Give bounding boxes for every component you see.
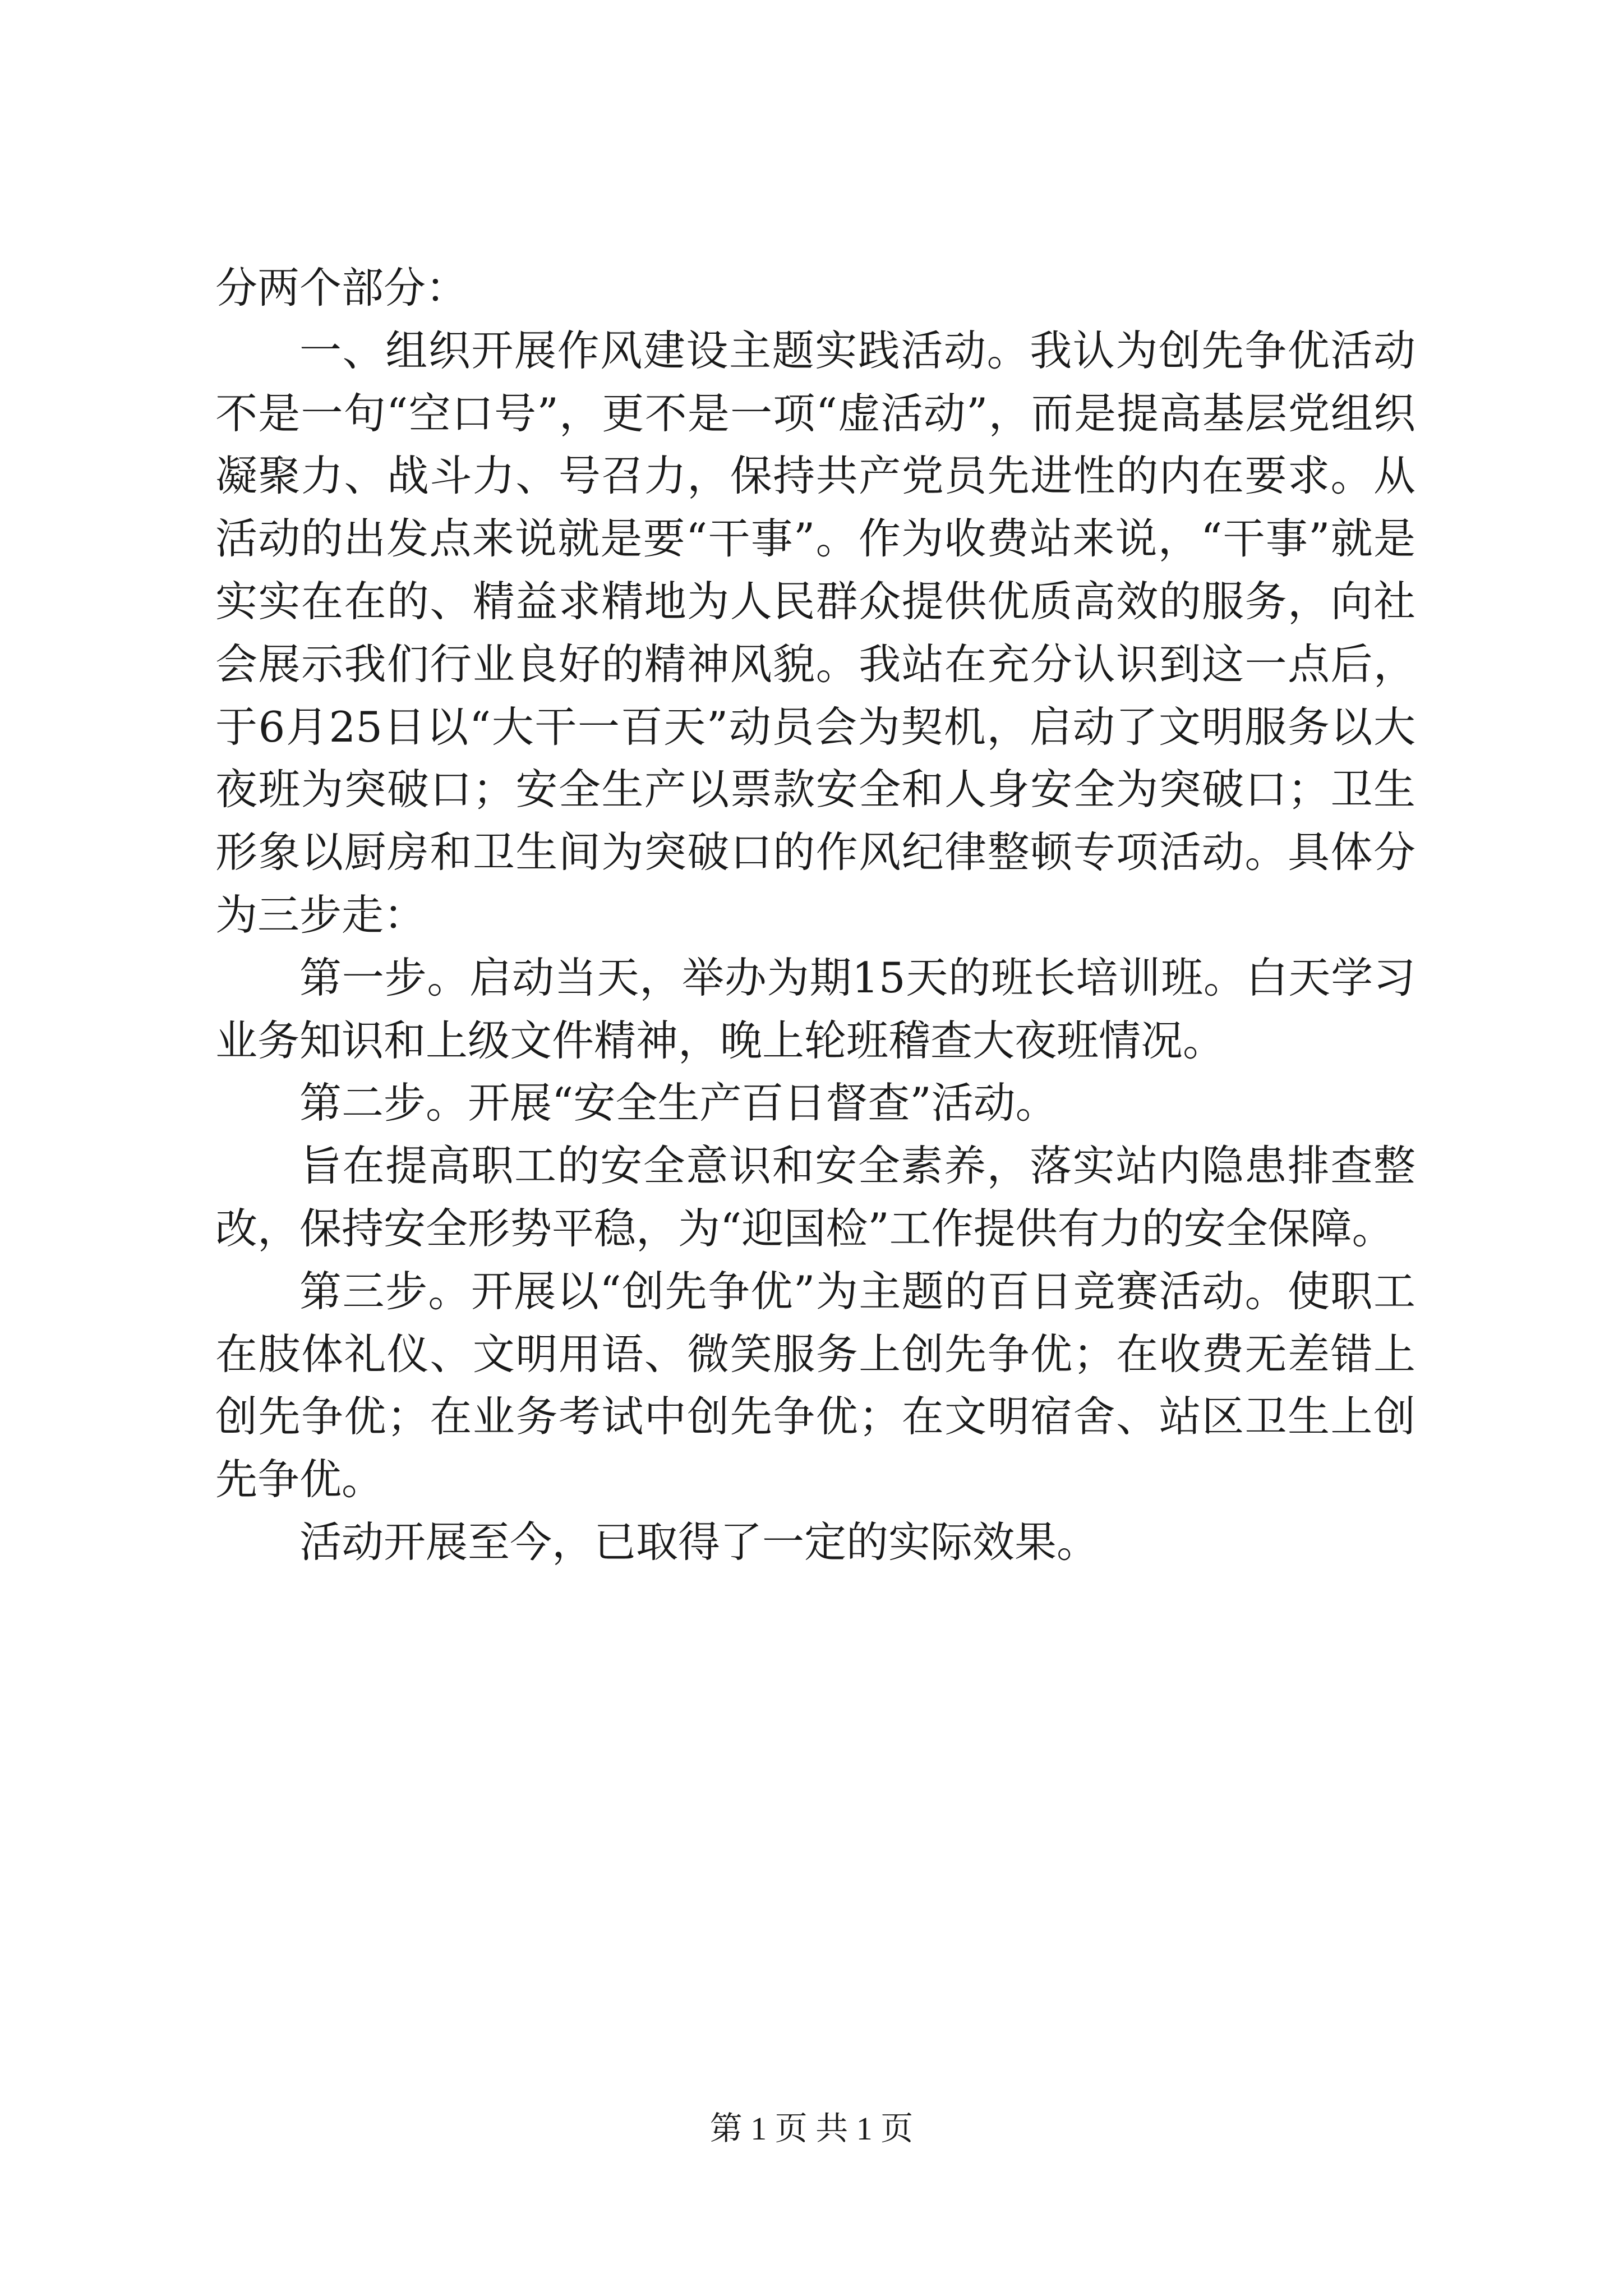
paragraph-section-one: 一、组织开展作风建设主题实践活动。我认为创先争优活动不是一句“空口号”，更不是一项“虚活动”，而是提高基层党组织凝聚力、战斗力、号召力，保持共产党员先进性的内在要求。从活动的出发点来说就是要“干事”。作为收费站来说，“干事”就是实实在在的、精益求精地为人民群众提供优质高效的服务，向社会展示我们行业良好的精神风貌。我站在充分认识到这一点后，于6月25日以“大干一百天”动员会为契机，启动了文明服务以大夜班为突破口；安全生产以票款安全和人身安全为突破口；卫生形象以厨房和卫生间为突破口的作风纪律整顿专项活动。具体分为三步走： xyxy=(215,325,1415,940)
paragraph-step-two: 第二步。开展“安全生产百日督查”活动。 xyxy=(299,1078,1058,1128)
paragraph-step-three: 第三步。开展以“创先争优”为主题的百日竞赛活动。使职工在肢体礼仪、文明用语、微笑服务上创先争优；在收费无差错上创先争优；在业务考试中创先争优；在文明宿舍、站区卫生上创先争优。 xyxy=(215,1266,1415,1504)
paragraph-step-two-detail: 旨在提高职工的安全意识和安全素养，落实站内隐患排查整改，保持安全形势平稳，为“迎国检”工作提供有力的安全保障。 xyxy=(215,1141,1415,1253)
document-body xyxy=(215,257,1415,1574)
paragraph-conclusion: 活动开展至今，已取得了一定的实际效果。 xyxy=(299,1517,1099,1567)
paragraph-intro: 分两个部分： xyxy=(215,263,468,312)
page-number-label: 第 1 页 共 1 页 xyxy=(709,2110,914,2147)
page-footer xyxy=(0,2109,1623,2148)
paragraph-step-one: 第一步。启动当天，举办为期15天的班长培训班。白天学习业务知识和上级文件精神，晚上轮班稽查大夜班情况。 xyxy=(215,953,1415,1065)
